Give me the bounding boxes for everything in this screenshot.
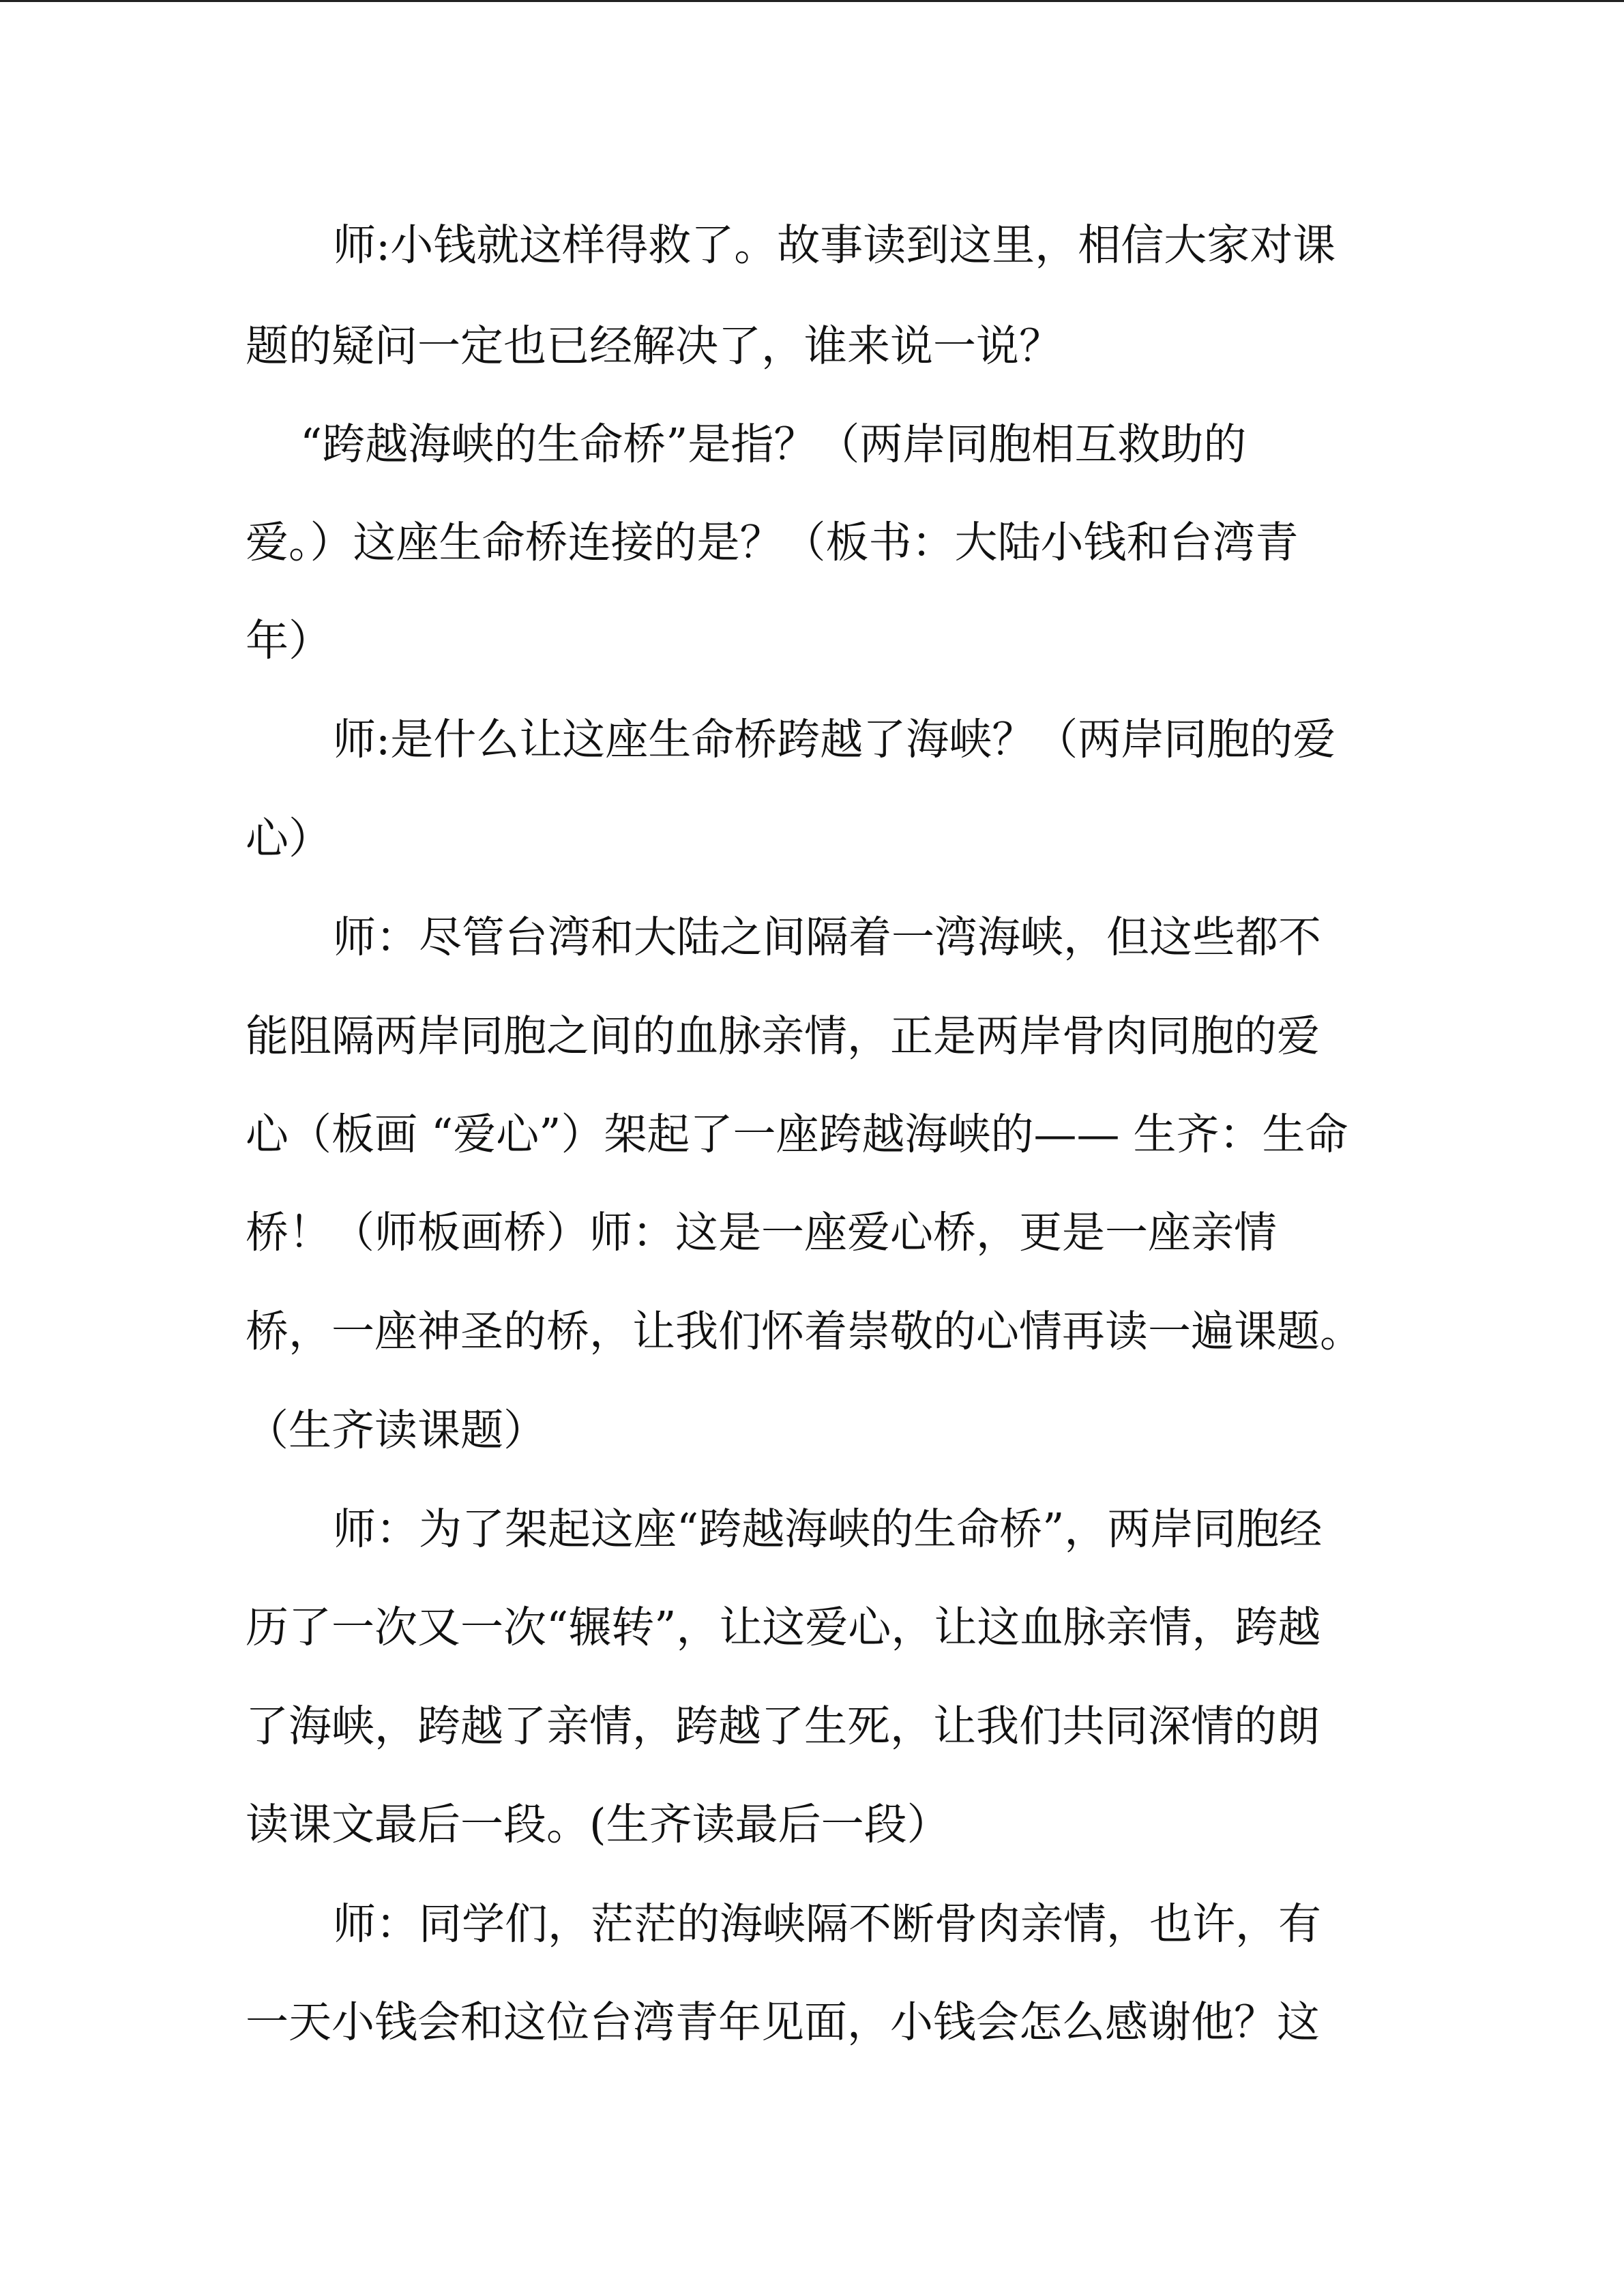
text-line: 师:小钱就这样得救了。故事读到这里，相信大家对课 (333, 220, 1336, 270)
text-line: 历了一次又一次“辗转”，让这爱心，让这血脉亲情，跨越 (246, 1602, 1321, 1652)
text-line: 爱。）这座生命桥连接的是？（板书：大陆小钱和台湾青 (246, 518, 1299, 567)
text-line: 桥，一座神圣的桥，让我们怀着崇敬的心情再读一遍课题。 (246, 1307, 1363, 1356)
text-line: 心（板画 “爱心”）架起了一座跨越海峡的—— 生齐：生命 (246, 1109, 1348, 1159)
text-line: “跨越海峡的生命桥”是指？（两岸同胞相互救助的 (300, 419, 1247, 469)
text-line: 师:是什么让这座生命桥跨越了海峡？（两岸同胞的爱 (333, 715, 1336, 764)
text-line: 师：同学们，茫茫的海峡隔不断骨肉亲情，也许，有 (333, 1899, 1321, 1949)
text-line: 能阻隔两岸同胞之间的血脉亲情，正是两岸骨肉同胞的爱 (246, 1011, 1320, 1061)
text-line: 年） (246, 616, 331, 666)
text-line: （生齐读课题） (246, 1405, 546, 1455)
text-line: 师：尽管台湾和大陆之间隔着一湾海峡，但这些都不 (333, 912, 1321, 962)
text-line: 了海峡，跨越了亲情，跨越了生死，让我们共同深情的朗 (246, 1701, 1320, 1751)
text-line: 读课文最后一段。(生齐读最后一段） (246, 1800, 950, 1849)
text-line: 题的疑问一定也已经解决了，谁来说一说？ (246, 321, 1062, 371)
text-line: 心） (246, 814, 331, 863)
text-line: 师：为了架起这座“跨越海峡的生命桥”，两岸同胞经 (333, 1504, 1323, 1554)
text-line: 一天小钱会和这位台湾青年见面，小钱会怎么感谢他？这 (246, 1997, 1320, 2047)
text-line: 桥！（师板画桥）师：这是一座爱心桥，更是一座亲情 (246, 1208, 1277, 1257)
